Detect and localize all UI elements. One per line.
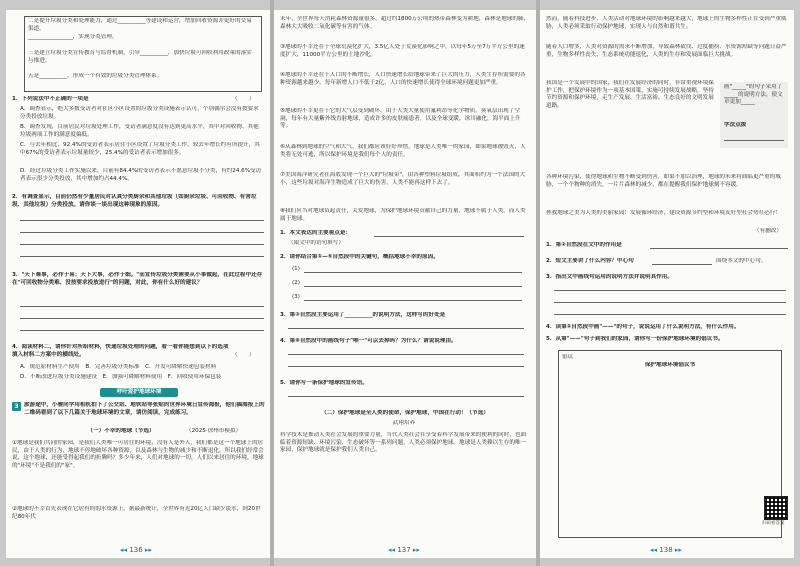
article2-author: 武翔培养 <box>392 420 416 426</box>
q3-stem: 3．"天下难事，必作于易；天下大事，必作于细。"而宣传垃圾分类需要从小事做起，在此过程中还存在"可回收物分类难、没按要求投放进行"的问题，对此，你有什么好的建议？ <box>12 272 263 286</box>
q2-answer-line-3[interactable] <box>20 244 264 245</box>
page-right <box>540 10 794 558</box>
p2-q2-line-1[interactable] <box>304 272 522 273</box>
article1-source: （2025·徐州市模拟） <box>186 428 242 434</box>
study-tip-label: 学法点拨 <box>724 122 747 128</box>
article2-para-5: 各种环境污染，使得地球和生物不断受到伤害，如果不加以治理，地球的未来将面临更严重的威胁，一个个物种的消失，一片片森林的减少，都在提醒我们保护地球刻不容缓。 <box>546 174 781 188</box>
article1-para-2: ②地球的不幸首先表现在它居有的的水资源上，据最新统计，全世界有近20亿人口缺少淡水，到20世纪80年代 <box>12 506 261 520</box>
p2-q4-stem: 4．第⑧自然段中的画线句子"唯一"可以去掉吗？为什么？请说说理由。 <box>280 338 457 344</box>
material-row-2: ________________，实现分类管理。 <box>28 34 118 40</box>
p2-q2-item-2: (2) <box>292 280 300 286</box>
qr-code[interactable] <box>764 496 788 520</box>
p3-q4-stem: 4．读第①自然段中画"——"的句子，说说运用了什么说明方法，有什么作用。 <box>546 324 740 330</box>
article2-title: （二）保护地球是全人类的使命，保护地球，中国在行动！（节选） <box>321 410 489 416</box>
q2-stem: 2．有调查显示，目前仍然有少量居民对认真分类厨余和其他垃圾（如厨余垃圾、可回收物、有害垃圾、其他垃圾）分类投放。请你谈一谈出现这种现象的原因。 <box>12 194 257 208</box>
next-arrow-icon: ▸▸ <box>410 546 420 554</box>
prev-arrow-icon: ◂◂ <box>120 546 130 554</box>
p3-q1-stem: 1．第②自然段在文中的作用是 <box>546 242 622 248</box>
q1-option-c: C．与去年相比，92.4%的受访者表示居住小区设置了垃圾分类工作，较去年增长约有所提升，其中67%的受访者表示垃圾量较少，25.4%的受访者表示增加很多。 <box>20 142 260 156</box>
q4-options-row1: A．规范原材料生产使用 B．完善垃圾分类标准 C．开发可降解快递包装材料 <box>20 364 217 370</box>
article2-para-1: 科学技术是推动人类社会发展的重要力量，当代人类社会在享受着科学发展带来的便利的同时，也面临着资源短缺、环境污染、生态破坏等一系列问题，人类必须保护地球。地球是人类赖以生存的唯一家园，保护地球就是保护我们人类自己。 <box>280 432 527 454</box>
q3-answer-line-3[interactable] <box>20 330 264 331</box>
p3-q3-stem: 3．指出文中画线句运用的说明方法并说明其作用。 <box>546 274 673 280</box>
p2-q1-note: （限文中的语句填写） <box>288 240 344 246</box>
prev-arrow-icon: ◂◂ <box>388 546 398 554</box>
article1-para-4: ④地球的不幸还在于人口的不断增长，人口快速增长给地球带来了巨大的压力，人类生存所需要的各种资源越来越少，每年新增人口不低于2亿，人口的快速增长使得全球环境问题更加严重。 <box>280 72 526 86</box>
page-left <box>6 10 270 558</box>
article2-para-2: 然而，随着科技进步，人类活动对地球环境的影响越来越大，地球上的生物多样性正在受到严重威胁，人类必须采取行动保护地球，实现人与自然和谐共生。 <box>546 16 787 30</box>
p2-q2-item-1: (1) <box>292 266 300 272</box>
q2-answer-line-2[interactable] <box>20 232 264 233</box>
page-number-middle: ◂◂ 137 ▸▸ <box>388 546 420 554</box>
proposal-form-title: 保护地球环境倡议书 <box>644 362 696 368</box>
p3-q2-tail: 围绕本文的中心句。 <box>716 258 767 264</box>
task-badge: 3 <box>12 402 21 411</box>
next-arrow-icon: ▸▸ <box>142 546 152 554</box>
proposal-form-left-label: 倡议 <box>562 354 574 360</box>
page-number-left: ◂◂ 136 ▸▸ <box>120 546 152 554</box>
article1-para-1: ①地球是我们共同的家园，是我们人类唯一可居住的环境，没有人是外人，我们都是这一个地球上的居民，由于人类的行为，地球不停地破坏各种资源，以及森林与生物的减少和不断退化，所以我们经常会说，这个地球，还能受得起我们的折腾吗？多少年来，人们对地球的一切，人们以来居住的环境，地球的"环境"不是我们的"家"。 <box>12 440 264 469</box>
article2-para-3: 随着人口增多，人类对资源的需求不断增加，导致森林砍伐、过度捕捞、水资源短缺等问题日益严重，生物多样性丧失，生态系统功能退化，人类的生存和发展面临巨大挑战。 <box>546 44 787 58</box>
q4-options-row2: D．不断改进垃圾分类设施建设 E．加强可降解材料使用 F．回收使用环保包装 <box>20 374 222 380</box>
proposal-form[interactable] <box>558 350 782 538</box>
article1-para-2-cont: 末年，全世界每天消耗森林资源量很多，超过约1800万公顷的热带森林变为耕地，森林是地球的肺，森林大大吸收二氧化碳等有害的气体。 <box>280 16 530 30</box>
p3-q3-line-1[interactable] <box>554 290 786 291</box>
q2-answer-line-4[interactable] <box>20 256 264 257</box>
p2-q3-stem: 3．第③自然段主要运用了__________的说明方法，这样写的好处是 <box>280 312 446 318</box>
p2-q4-line-2[interactable] <box>288 366 524 367</box>
q1-answer-paren[interactable]: （ ） <box>232 96 255 102</box>
q1-option-d: D．经过垃圾分类工作实施以来，目前有84.4%的受访者表示不愿意垃圾不分类，有约24.6%受访者表示很少分类投放，其中增加约占44.4%。 <box>20 168 262 182</box>
q1-option-a: A．调查显示，绝大多数受访者对社区小区设置的垃圾分类设施表示认可，个别偶尔会没有按要求分类投放垃圾。 <box>20 106 259 120</box>
p2-q1-stem: 1．本文表达的主要观点是： <box>280 230 352 236</box>
p2-q4-line-1[interactable] <box>288 354 524 355</box>
q4-answer-paren[interactable]: （ ） <box>232 352 255 358</box>
p2-q2-line-3[interactable] <box>304 300 522 301</box>
p2-q1-answer-line[interactable] <box>374 236 524 237</box>
q3-answer-line-1[interactable] <box>20 306 264 307</box>
material-row-3: 三是建立垃圾分类宣传教育与监督机制，引导__________，加快垃圾可回收利用政策的落实与推进。 <box>28 50 252 64</box>
q1-stem: 1．下列说法中不正确的一项是 <box>12 96 89 102</box>
p3-q3-line-3[interactable] <box>554 314 786 315</box>
q3-answer-line-2[interactable] <box>20 318 264 319</box>
material-row-1: 二是提升垃圾分类和处理能力，通过__________等建设和运营，增加回收资源并更好的交易渠道。 <box>28 18 252 32</box>
article1-para-6: ⑥从森林到地球的空气和大气，我们都应该好好珍惜，地球是人类唯一的家园，如果地球被毁灭，人类将无处可逃，所以保护环境是我们每个人的责任。 <box>280 144 526 158</box>
article1-para-7: ⑦美国海洋研究者在海底发现一个巨大的"垃圾带"，由各种塑料垃圾组成，其面积约为一个法国的大小，这些垃圾对海洋生物造成了巨大的伤害，人类不能再这样下去了。 <box>280 172 526 186</box>
page-number-right: ◂◂ 138 ▸▸ <box>650 546 682 554</box>
p2-q3-line-1[interactable] <box>288 328 524 329</box>
study-tip-text: 画"_____"的句子采用了_____的说明方法，使文章更加_____ <box>724 84 783 106</box>
q2-answer-line-1[interactable] <box>20 220 264 221</box>
article1-title: （一）不幸的地球（节选） <box>87 428 155 434</box>
p2-q2-item-3: (3) <box>292 294 300 300</box>
p3-q2-line[interactable] <box>652 264 712 265</box>
p3-q2-stem: 2．短文主要讲了什么内容？中心句 <box>546 258 634 264</box>
q4-stem: 4．阅读材料二，请你针对所给材料，快递垃圾处理的问题，看一看你能想到以下的选项填入材料二方案中的横线处。 <box>12 344 229 358</box>
article1-para-8: ⑧我们应当对地球负起责任，关爱地球，为保护地球环境贡献自己的力量，地球不属于人类，而人类属于地球。 <box>280 208 526 222</box>
q1-option-b: B．调查发现，目前居民对垃圾处理工作，受访者满意度没有达到更高水平，其中对回收物、其他垃圾两项工作的满意度偏低。 <box>20 124 259 138</box>
p2-q5-stem: 5．请你写一条保护地球的宣传语。 <box>280 380 368 386</box>
task-instruction: 旅游途中，小雅同学用相机拍下了公交站、地铁站等张贴的世界环境日宣传海报，他们搞海报上的二维码看到了以下几篇关于地球环境的文章，请仿阅读，完成练习。 <box>24 402 265 416</box>
p2-q5-line-1[interactable] <box>288 396 524 397</box>
article2-source: （有删改） <box>754 228 782 234</box>
p2-q2-stem: 2．请你结合第①—⑤自然段中的关键句，概括地球不幸的原因。 <box>280 254 439 260</box>
prev-arrow-icon: ◂◂ <box>650 546 660 554</box>
p3-q5-stem: 5．从第"——"句子到我们的家园，请你写一份保护地球环境的倡议书。 <box>546 336 724 342</box>
p3-q3-line-2[interactable] <box>554 302 786 303</box>
article1-para-5: ⑤地球的不幸更在于它的大气层受到破坏，由于人类大量使用氟利昂等化学物质，臭氧层出现了空洞，每年有大量紫外线直射地球，造成许多的皮肤癌患者，以及全球变暖，冰川融化，海平面上升等。 <box>280 108 521 130</box>
qr-code-label: 扫码看答案 <box>762 521 785 526</box>
article2-para-4: 我国是一个发展中的国家，我们在发展经济的同时，非常重视环境保护工作，把保护环境作为一项基本国策，实施可持续发展战略，坚持节约资源和保护环境，走生产发展、生活富裕、生态良好的文明发展道路。 <box>546 80 714 109</box>
section-tag: 呼吁爱护地球环境 <box>100 388 178 397</box>
study-tip-line[interactable] <box>724 140 784 141</box>
page-middle <box>274 10 536 558</box>
article1-para-3: ③地球的不幸还在于全球荒漠化扩大，3.5亿人处于荒漠化影响之中，以每年5万至7万平方公里的速度扩大，11000平方公里的土地沙化。 <box>280 44 525 58</box>
p2-q2-line-2[interactable] <box>304 286 522 287</box>
material-row-4: 五是__________，形成一个有效的垃圾分类管理体系。 <box>28 73 163 79</box>
article2-para-6: 拯救地球之美为人类的美丽家园！发展循环经济，建设资源节约型和环境友好型社会势在必行！ <box>546 210 781 216</box>
p3-q1-line[interactable] <box>650 248 788 249</box>
next-arrow-icon: ▸▸ <box>672 546 682 554</box>
